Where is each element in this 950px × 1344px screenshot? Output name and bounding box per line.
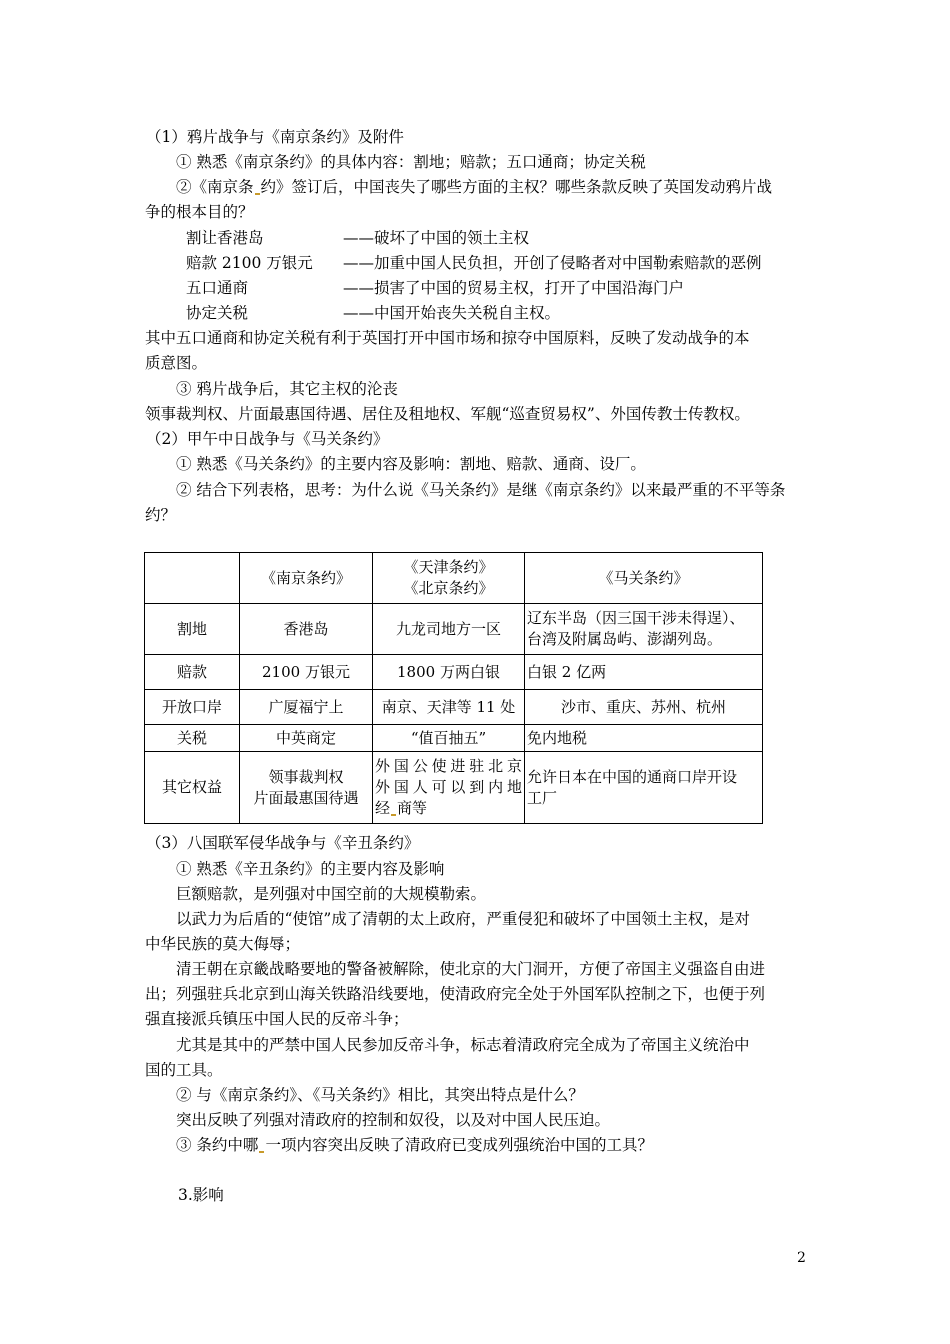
row-label: 关税 [145, 725, 240, 752]
term-cede-hongkong: 割让香港岛 [186, 229, 264, 247]
section3-answer2: 突出反映了列强对清政府的控制和奴役，以及对中国人民压迫。 [176, 1111, 611, 1129]
section1-rights-list: 领事裁判权、片面最惠国待遇、居住及租地权、军舰“巡查贸易权”、外国传教士传教权。 [145, 405, 750, 423]
table-row-other-rights [145, 752, 763, 824]
cell-tianjin-beijing: 南京、天津等 11 处 [373, 690, 525, 725]
section2-point2: ② 结合下列表格，思考：为什么说《马关条约》是继《南京条约》以来最严重的不平等条 [176, 481, 786, 499]
section3-heading: （3）八国联军侵华战争与《辛丑条约》 [146, 834, 420, 852]
caret-mark [255, 193, 260, 195]
term-indemnity: 赔款 2100 万银元 [186, 254, 313, 272]
section1-point2-cont: 争的根本目的？ [145, 203, 254, 221]
section1-summary: 其中五口通商和协定关税有利于英国打开中国市场和掠夺中国原料，反映了发动战争的本 [145, 329, 750, 347]
term-five-ports: 五口通商 [186, 279, 249, 297]
cell-nanjing: 2100 万银元 [240, 655, 373, 690]
table-row-territory [145, 604, 763, 655]
section3-para-garrison-cont1: 出；列强驻兵北京到山海关铁路沿线要地，使清政府完全处于外国军队控制之下，也便于列 [145, 985, 766, 1003]
section4-heading: 3.影响 [178, 1186, 224, 1204]
row-label: 开放口岸 [145, 690, 240, 725]
effect-indemnity: ——加重中国人民负担，开创了侵略者对中国勒索赔款的恶例 [343, 254, 762, 272]
section3-para-garrison-cont2: 强直接派兵镇压中国人民的反帝斗争； [145, 1010, 409, 1028]
cell-tianjin-beijing: “值百抽五” [373, 725, 525, 752]
section2-heading: （2）甲午中日战争与《马关条约》 [146, 430, 389, 448]
section3-point1: ① 熟悉《辛丑条约》的主要内容及影响 [176, 860, 445, 878]
section3-para-legation-cont: 中华民族的莫大侮辱； [145, 935, 301, 953]
caret-mark [259, 1151, 264, 1153]
section3-para-garrison: 清王朝在京畿战略要地的警备被解除，使北京的大门洞开，方便了帝国主义强盗自由进 [176, 960, 766, 978]
section1-heading: （1）鸦片战争与《南京条约》及附件 [146, 128, 404, 146]
section3-para-legation: 以武力为后盾的“使馆”成了清朝的太上政府，严重侵犯和破坏了中国领土主权，是对 [176, 910, 750, 928]
table-header-row [145, 553, 763, 604]
treaty-comparison-table [144, 552, 763, 824]
cell-tianjin-beijing: 外国公使进驻北京 外国人可以到内地 经 商等 [373, 752, 525, 824]
section3-question2: ② 与《南京条约》、《马关条约》相比，其突出特点是什么？ [176, 1086, 584, 1104]
caret-mark [391, 814, 396, 816]
cell-maguan: 免内地税 [525, 725, 763, 752]
cell-maguan: 沙市、重庆、苏州、杭州 [525, 690, 763, 725]
section1-point3: ③ 鸦片战争后，其它主权的沦丧 [176, 380, 398, 398]
cell-nanjing: 广厦福宁上 [240, 690, 373, 725]
row-label: 割地 [145, 604, 240, 655]
table-header-nanjing: 《南京条约》 [240, 553, 373, 604]
table-header-tianjin-beijing: 《天津条约》 《北京条约》 [373, 553, 525, 604]
term-tariff: 协定关税 [186, 304, 249, 322]
table-header-maguan: 《马关条约》 [525, 553, 763, 604]
table-row-tariff [145, 725, 763, 752]
section3-para-ban: 尤其是其中的严禁中国人民参加反帝斗争，标志着清政府完全成为了帝国主义统治中 [176, 1036, 750, 1054]
cell-maguan: 允许日本在中国的通商口岸开设 工厂 [525, 752, 763, 824]
table-header-blank [145, 553, 240, 604]
section1-point1: ① 熟悉《南京条约》的具体内容：割地；赔款；五口通商；协定关税 [176, 153, 646, 171]
section2-point1: ① 熟悉《马关条约》的主要内容及影响：割地、赔款、通商、设厂。 [176, 455, 646, 473]
section1-point2: ②《南京条 约》签订后，中国丧失了哪些方面的主权？哪些条款反映了英国发动鸦片战 [176, 178, 773, 196]
section3-question3: ③ 条约中哪 一项内容突出反映了清政府已变成列强统治中国的工具？ [176, 1136, 653, 1154]
row-label: 其它权益 [145, 752, 240, 824]
effect-tariff: ——中国开始丧失关税自主权。 [343, 304, 561, 322]
cell-maguan: 辽东半岛（因三国干涉未得逞）、 台湾及附属岛屿、澎湖列岛。 [525, 604, 763, 655]
effect-cede-hongkong: ——破坏了中国的领土主权 [343, 229, 530, 247]
cell-nanjing: 领事裁判权 片面最惠国待遇 [240, 752, 373, 824]
cell-maguan: 白银 2 亿两 [525, 655, 763, 690]
cell-nanjing: 香港岛 [240, 604, 373, 655]
cell-tianjin-beijing: 1800 万两白银 [373, 655, 525, 690]
section3-para-indemnity: 巨额赔款，是列强对中国空前的大规模勒索。 [176, 885, 487, 903]
row-label: 赔款 [145, 655, 240, 690]
cell-nanjing: 中英商定 [240, 725, 373, 752]
section3-para-ban-cont: 国的工具。 [145, 1061, 223, 1079]
page-number: 2 [797, 1250, 806, 1266]
cell-tianjin-beijing: 九龙司地方一区 [373, 604, 525, 655]
section1-summary-cont: 质意图。 [145, 354, 208, 372]
table-row-indemnity [145, 655, 763, 690]
section2-point2-cont: 约？ [145, 506, 177, 524]
effect-five-ports: ——损害了中国的贸易主权，打开了中国沿海门户 [343, 279, 685, 297]
table-row-ports [145, 690, 763, 725]
